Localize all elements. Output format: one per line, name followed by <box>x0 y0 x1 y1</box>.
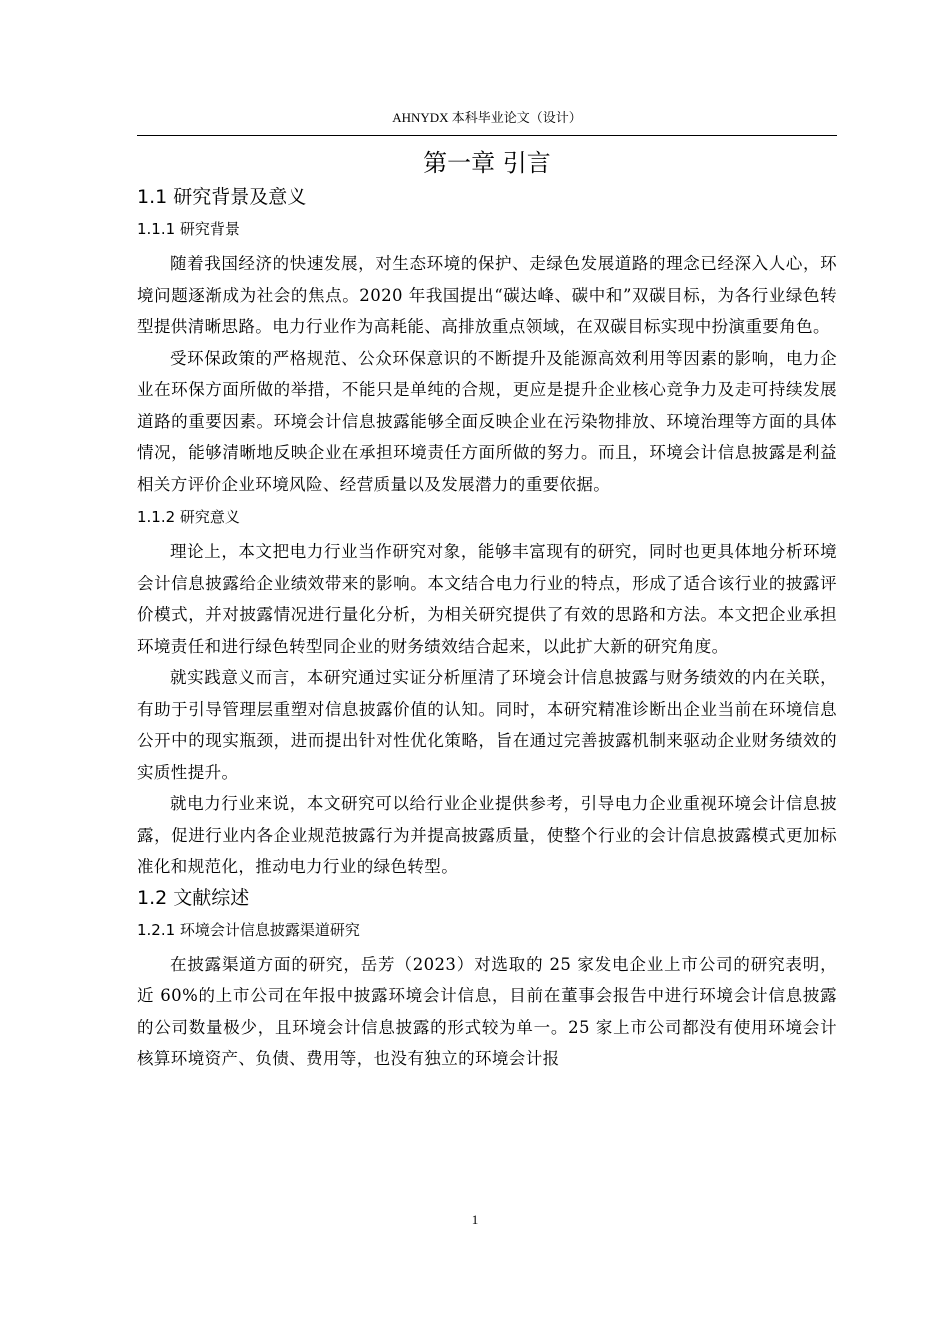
document-page <box>137 108 837 1075</box>
paragraph: 就电力行业来说，本文研究可以给行业企业提供参考，引导电力企业重视环境会计信息披露，促进行业内各企业规范披露行为并提高披露质量，使整个行业的会计信息披露模式更加标准化和规范化，推动电力行业的绿色转型。 <box>137 794 837 876</box>
chapter-title: 第一章 引言 <box>423 149 551 177</box>
running-header: AHNYDX 本科毕业论文（设计） <box>137 108 837 136</box>
paragraph: 就实践意义而言，本研究通过实证分析厘清了环境会计信息披露与财务绩效的内在关联，有助于引导管理层重塑对信息披露价值的认知。同时，本研究精准诊断出企业当前在环境信息公开中的现实瓶颈，进而提出针对性优化策略，旨在通过完善披露机制来驱动企业财务绩效的实质性提升。 <box>137 668 837 782</box>
paragraph: 理论上，本文把电力行业当作研究对象，能够丰富现有的研究，同时也更具体地分析环境会计信息披露给企业绩效带来的影响。本文结合电力行业的特点，形成了适合该行业的披露评价模式，并对披露情况进行量化分析，为相关研究提供了有效的思路和方法。本文把企业承担环境责任和进行绿色转型同企业的财务绩效结合起来，以此扩大新的研究角度。 <box>137 542 837 656</box>
subsection-heading-1-2-1: 1.2.1 环境会计信息披露渠道研究 <box>137 920 360 939</box>
subsection-heading-1-1-2: 1.1.2 研究意义 <box>137 508 240 526</box>
page-number: 1 <box>471 1212 479 1227</box>
subsection-heading-1-1-1: 1.1.1 研究背景 <box>137 220 240 238</box>
section-heading-1-1: 1.1 研究背景及意义 <box>137 186 307 208</box>
paragraph: 受环保政策的严格规范、公众环保意识的不断提升及能源高效利用等因素的影响，电力企业在环保方面所做的举措，不能只是单纯的合规，更应是提升企业核心竞争力及走可持续发展道路的重要因素。环境会计信息披露能够全面反映企业在污染物排放、环境治理等方面的具体情况，能够清晰地反映企业在承担环境责任方面所做的努力。而且，环境会计信息披露是利益相关方评价企业环境风险、经营质量以及发展潜力的重要依据。 <box>137 348 837 494</box>
paragraph: 随着我国经济的快速发展，对生态环境的保护、走绿色发展道路的理念已经深入人心，环境问题逐渐成为社会的焦点。2020 年我国提出“碳达峰、碳中和”双碳目标，为各行业绿色转型提供清晰思路。电力行业作为高耗能、高排放重点领域，在双碳目标实现中扮演重要角色。 <box>137 254 837 336</box>
paragraph: 在披露渠道方面的研究，岳芳（2023）对选取的 25 家发电企业上市公司的研究表明，近 60%的上市公司在年报中披露环境会计信息，目前在董事会报告中进行环境会计信息披露的公司数量极少，且环境会计信息披露的形式较为单一。25 家上市公司都没有使用环境会计核算环境资产、负债、费用等，也没有独立的环境会计报 <box>137 954 837 1068</box>
section-heading-1-2: 1.2 文献综述 <box>137 886 250 909</box>
